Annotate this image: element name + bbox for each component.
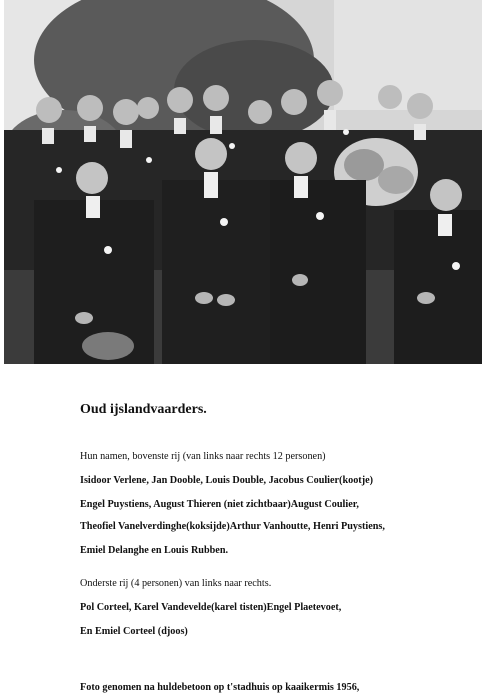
- top-row-names-line: Engel Puystiens, August Thieren (niet zichtbaar)August Coulier,: [80, 499, 359, 510]
- top-row-names-line: Emiel Delanghe en Louis Rubben.: [80, 545, 229, 556]
- top-row-names-line: Isidoor Verlene, Jan Dooble, Louis Double, Jacobus Coulier(kootje): [80, 475, 374, 486]
- top-row-names-line: Theofiel Vanelverdinghe(koksijde)Arthur Vanhoutte, Henri Puystiens,: [80, 521, 385, 532]
- bottom-row-names-line: En Emiel Corteel (djoos): [80, 626, 188, 637]
- bottom-row-intro: Onderste rij (4 personen) van links naar rechts.: [80, 578, 272, 589]
- document-title: Oud ijslandvaarders.: [80, 402, 207, 417]
- bottom-row-names-line: Pol Corteel, Karel Vandevelde(karel tisten)Engel Plaetevoet,: [80, 602, 342, 613]
- top-row-intro: Hun namen, bovenste rij (van links naar rechts 12 personen): [80, 451, 326, 462]
- photo-footer-note: Foto genomen na huldebetoon op t'stadhuis op kaaikermis 1956,: [80, 682, 360, 693]
